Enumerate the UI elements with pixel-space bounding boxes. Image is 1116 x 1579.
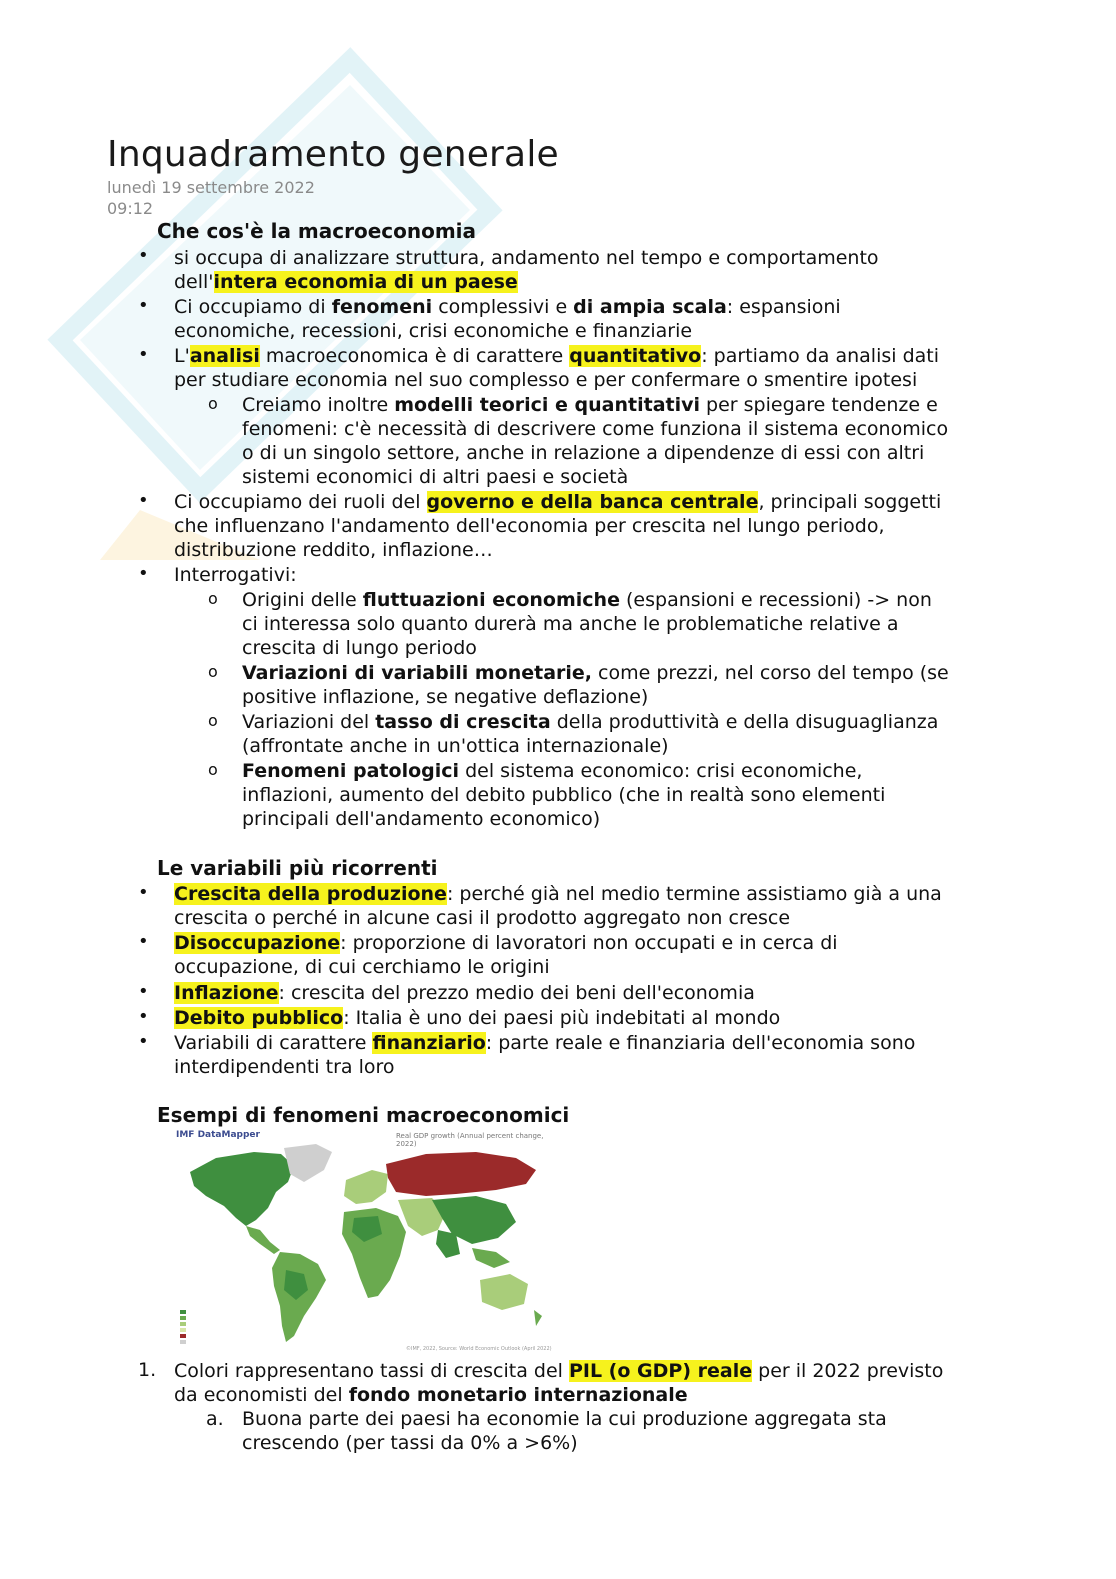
bullet-icon: • (138, 563, 149, 584)
text-line: o di un singolo settore, anche in relazione a dipendenze di essi con altri (242, 442, 925, 464)
list-letter: a. (206, 1408, 224, 1430)
text-line: Origini delle fluttuazioni economiche (espansioni e recessioni) -> non (242, 589, 932, 611)
text-line: si occupa di analizzare struttura, andamento nel tempo e comportamento (174, 247, 879, 269)
text-line: ci interessa solo quanto durerà ma anche le problematiche relative a (242, 613, 899, 635)
text-line: Variazioni del tasso di crescita della produttività e della disuguaglianza (242, 711, 939, 733)
bullet-icon: • (138, 882, 149, 903)
text-line: (affrontate anche in un'ottica internazionale) (242, 735, 669, 757)
text-line: per studiare economia nel suo complesso e per confermare o smentire ipotesi (174, 369, 918, 391)
page-date: lunedì 19 settembre 2022 (107, 178, 315, 197)
text-line: Debito pubblico: Italia è uno dei paesi più indebitati al mondo (174, 1007, 781, 1029)
bullet-icon: • (138, 1006, 149, 1027)
text-line: che influenzano l'andamento dell'economia per crescita nel lungo periodo, (174, 515, 885, 537)
text-line: economiche, recessioni, crisi economiche e finanziarie (174, 320, 693, 342)
text-line: L'analisi macroeconomica è di carattere quantitativo: partiamo da analisi dati (174, 345, 940, 367)
bullet-icon: • (138, 295, 149, 316)
text-line: fenomeni: c'è necessità di descrivere come funziona il sistema economico (242, 418, 949, 440)
circle-bullet-icon: o (208, 711, 218, 730)
bullet-icon: • (138, 1031, 149, 1052)
circle-bullet-icon: o (208, 589, 218, 608)
text-line: Ci occupiamo di fenomeni complessivi e di ampia scala: espansioni (174, 296, 841, 318)
page-time: 09:12 (107, 199, 154, 218)
highlight: intera economia di un paese (213, 271, 518, 293)
text-line: distribuzione reddito, inflazione… (174, 539, 493, 561)
bullet-icon: • (138, 490, 149, 511)
map-brand: IMF DataMapper (176, 1130, 260, 1140)
circle-bullet-icon: o (208, 662, 218, 681)
text-line: crescendo (per tassi da 0% a >6%) (242, 1432, 578, 1454)
section-heading: Esempi di fenomeni macroeconomici (157, 1103, 570, 1127)
text-line: crescita o perché in alcune casi il prodotto aggregato non cresce (174, 907, 791, 929)
text-line: Fenomeni patologici del sistema economico: crisi economiche, (242, 760, 863, 782)
bullet-icon: • (138, 344, 149, 365)
text-line: da economisti del fondo monetario internazionale (174, 1384, 688, 1406)
text-line: positive inflazione, se negative deflazione) (242, 686, 649, 708)
map-footer: ©IMF, 2022, Source: World Economic Outlook (April 2022) (406, 1346, 552, 1352)
text-line: inflazioni, aumento del debito pubblico (che in realtà sono elementi (242, 784, 886, 806)
text-line: Interrogativi: (174, 564, 297, 586)
text-line: interdipendenti tra loro (174, 1056, 395, 1078)
text-line: occupazione, di cui cerchiamo le origini (174, 956, 550, 978)
text-line: Variazioni di variabili monetarie, come prezzi, nel corso del tempo (se (242, 662, 949, 684)
bullet-icon: • (138, 245, 149, 266)
text-line: Colori rappresentano tassi di crescita del PIL (o GDP) reale per il 2022 previsto (174, 1360, 944, 1382)
text-line: Creiamo inoltre modelli teorici e quantitativi per spiegare tendenze e (242, 394, 938, 416)
bullet-icon: • (138, 981, 149, 1002)
text-line: Disoccupazione: proporzione di lavoratori non occupati e in cerca di (174, 932, 838, 954)
bullet-icon: • (138, 931, 149, 952)
text-line: Buona parte dei paesi ha economie la cui produzione aggregata sta (242, 1408, 887, 1430)
text-line: sistemi economici di altri paesi e società (242, 466, 629, 488)
section-heading: Che cos'è la macroeconomia (157, 219, 477, 243)
list-number: 1. (138, 1359, 157, 1381)
text-line: crescita di lungo periodo (242, 637, 477, 659)
text-line: Variabili di carattere finanziario: parte reale e finanziaria dell'economia sono (174, 1032, 916, 1054)
text-line: dell'intera economia di un paese (174, 271, 518, 293)
circle-bullet-icon: o (208, 760, 218, 779)
text-line: Ci occupiamo dei ruoli del governo e della banca centrale, principali soggetti (174, 491, 942, 513)
section-heading: Le variabili più ricorrenti (157, 856, 438, 880)
page-title: Inquadramento generale (107, 134, 559, 175)
text-line: principali dell'andamento economico) (242, 808, 601, 830)
map-graphic (176, 1130, 562, 1356)
circle-bullet-icon: o (208, 394, 218, 413)
text-line: Inflazione: crescita del prezzo medio dei beni dell'economia (174, 982, 755, 1004)
map-subtitle: Real GDP growth (Annual percent change, 2022) (396, 1132, 544, 1148)
text-line: Crescita della produzione: perché già nel medio termine assistiamo già a una (174, 883, 942, 905)
gdp-world-map (176, 1130, 562, 1356)
